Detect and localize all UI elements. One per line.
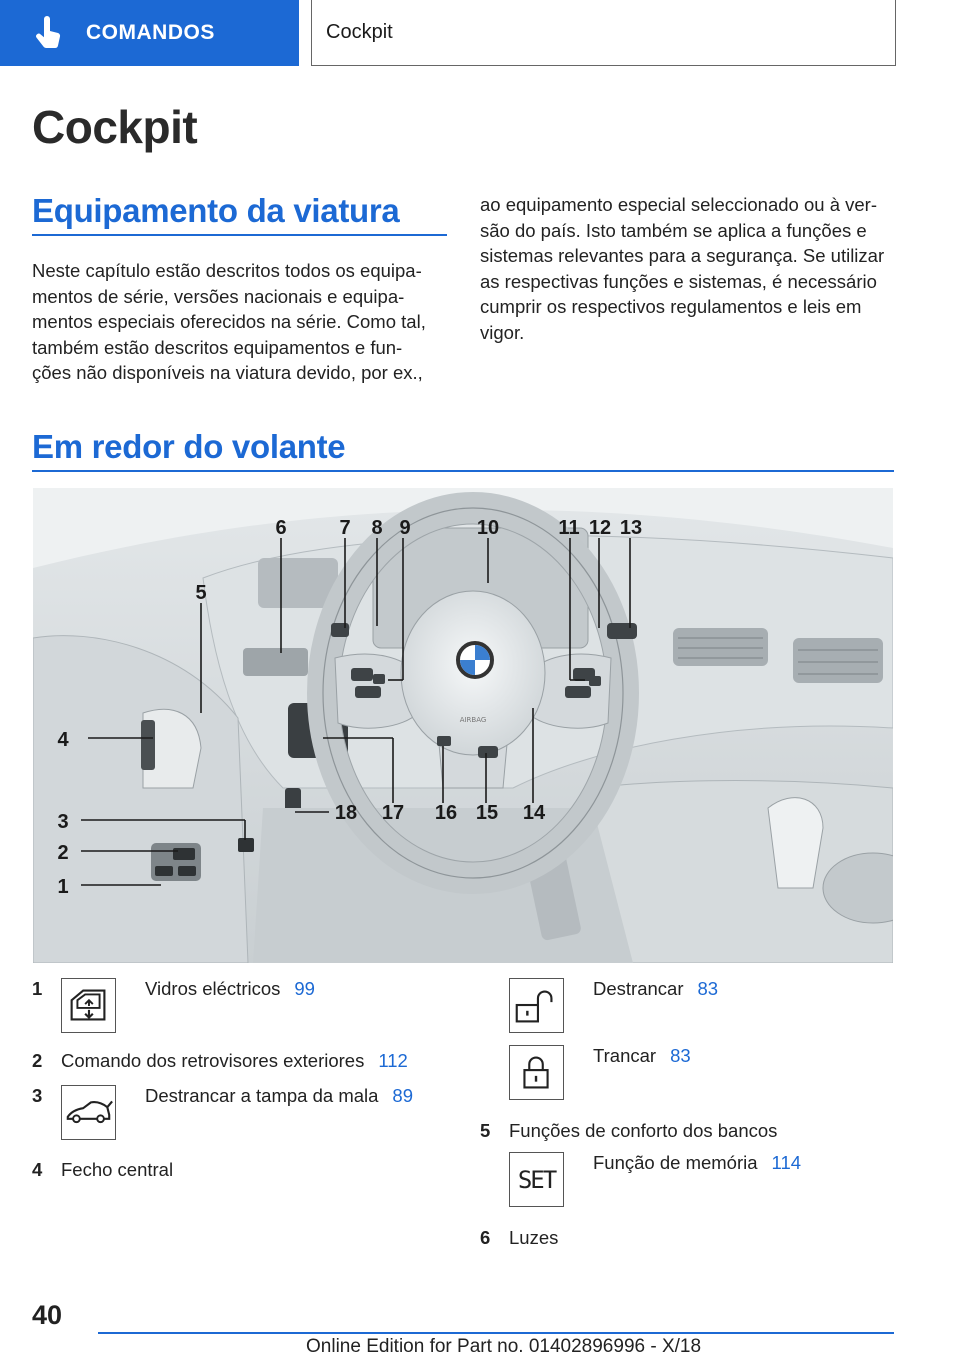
lock-icon — [509, 1045, 564, 1100]
text-line: também estão descritos equipamentos e fun- — [32, 336, 403, 358]
callout-4: 4 — [57, 729, 69, 751]
text-line: mentos especiais oferecidos na série. Como tal, — [32, 311, 426, 332]
window-icon — [61, 978, 116, 1033]
section-rule — [32, 234, 447, 236]
legend-item-memory — [480, 1152, 900, 1207]
section-tab[interactable] — [0, 0, 299, 66]
page-title: Cockpit — [32, 101, 198, 153]
page-link[interactable]: 114 — [771, 1152, 802, 1173]
text-line: cumprir os respectivos regulamentos e leis em — [480, 296, 862, 317]
callout-13: 13 — [619, 517, 643, 539]
legend-label: Luzes — [509, 1227, 559, 1248]
legend-label: Destrancar — [593, 978, 684, 999]
legend-label: Fecho central — [61, 1159, 174, 1180]
section-heading-equipment: Equipamento da viatura — [32, 192, 400, 229]
legend-item-unlock — [480, 978, 900, 1033]
callout-6: 6 — [275, 517, 287, 539]
callout-14: 14 — [522, 802, 546, 824]
legend-number: 3 — [32, 1085, 43, 1106]
set-icon: SET — [509, 1152, 564, 1207]
callout-3: 3 — [57, 811, 69, 833]
legend-label: Trancar — [593, 1045, 657, 1066]
callout-15: 15 — [475, 802, 499, 824]
footer-rule — [98, 1332, 894, 1334]
text-line: as respectivas funções e sistemas, é necessário — [480, 270, 877, 292]
callout-10: 10 — [476, 517, 500, 539]
text-line: são do país. Isto também se aplica a funções e — [480, 219, 867, 241]
text-line: vigor. — [480, 321, 525, 343]
text-line: ao equipamento especial seleccionado ou à ver- — [480, 194, 877, 215]
chapter-tab[interactable] — [311, 0, 896, 66]
legend-label: Comando dos retrovisores exteriores — [61, 1050, 365, 1071]
edition-footer: Online Edition for Part no. 01402896996 - X/18 — [306, 1336, 702, 1357]
page-number: 40 — [32, 1300, 63, 1330]
callout-2: 2 — [57, 842, 69, 864]
page-link[interactable]: 99 — [294, 978, 315, 999]
intro-paragraph-col1 — [32, 258, 452, 386]
callout-9: 9 — [399, 517, 411, 539]
airbag-badge: AIRBAG — [459, 716, 487, 724]
callout-18: 18 — [334, 802, 358, 824]
legend-number: 2 — [32, 1050, 43, 1071]
section-rule — [32, 470, 894, 472]
cockpit-illustration — [33, 488, 893, 963]
chapter-label: Cockpit — [326, 21, 393, 43]
legend-label: Destrancar a tampa da mala — [145, 1085, 379, 1106]
legend-item-1 — [32, 978, 452, 1033]
legend-number: 5 — [480, 1120, 491, 1141]
cockpit-drawing — [33, 488, 893, 963]
text-line: sistemas relevantes para a segurança. Se utilizar — [480, 245, 885, 266]
trunk-icon — [61, 1085, 116, 1140]
legend-number: 6 — [480, 1227, 491, 1248]
hand-pointer-icon — [28, 13, 68, 53]
legend-label: Funções de conforto dos bancos — [509, 1120, 778, 1141]
callout-12: 12 — [588, 517, 612, 539]
callout-1: 1 — [57, 876, 69, 898]
legend-item-lock — [480, 1045, 900, 1100]
callout-17: 17 — [381, 802, 405, 824]
intro-paragraph-col2 — [480, 192, 900, 345]
legend-number: 4 — [32, 1159, 43, 1180]
section-label: COMANDOS — [86, 21, 215, 44]
callout-8: 8 — [371, 517, 383, 539]
callout-7: 7 — [339, 517, 351, 539]
page-link[interactable]: 89 — [392, 1085, 413, 1106]
legend-label: Vidros eléctricos — [145, 978, 281, 999]
section-heading-steering: Em redor do volante — [32, 428, 346, 465]
callout-5: 5 — [195, 582, 207, 604]
callout-11: 11 — [558, 517, 580, 539]
unlock-icon — [509, 978, 564, 1033]
page-link[interactable]: 112 — [378, 1050, 408, 1071]
page-link[interactable]: 83 — [697, 978, 719, 999]
text-line: ções não disponíveis na viatura devido, por ex., — [32, 362, 423, 383]
page-link[interactable]: 83 — [670, 1045, 691, 1066]
text-line: Neste capítulo estão descritos todos os equipa- — [32, 260, 422, 281]
legend-item-3 — [32, 1085, 452, 1140]
text-line: mentos de série, versões nacionais e equipa- — [32, 285, 405, 307]
legend-label: Função de memória — [593, 1152, 758, 1173]
legend-number: 1 — [32, 978, 43, 999]
callout-16: 16 — [434, 802, 458, 824]
